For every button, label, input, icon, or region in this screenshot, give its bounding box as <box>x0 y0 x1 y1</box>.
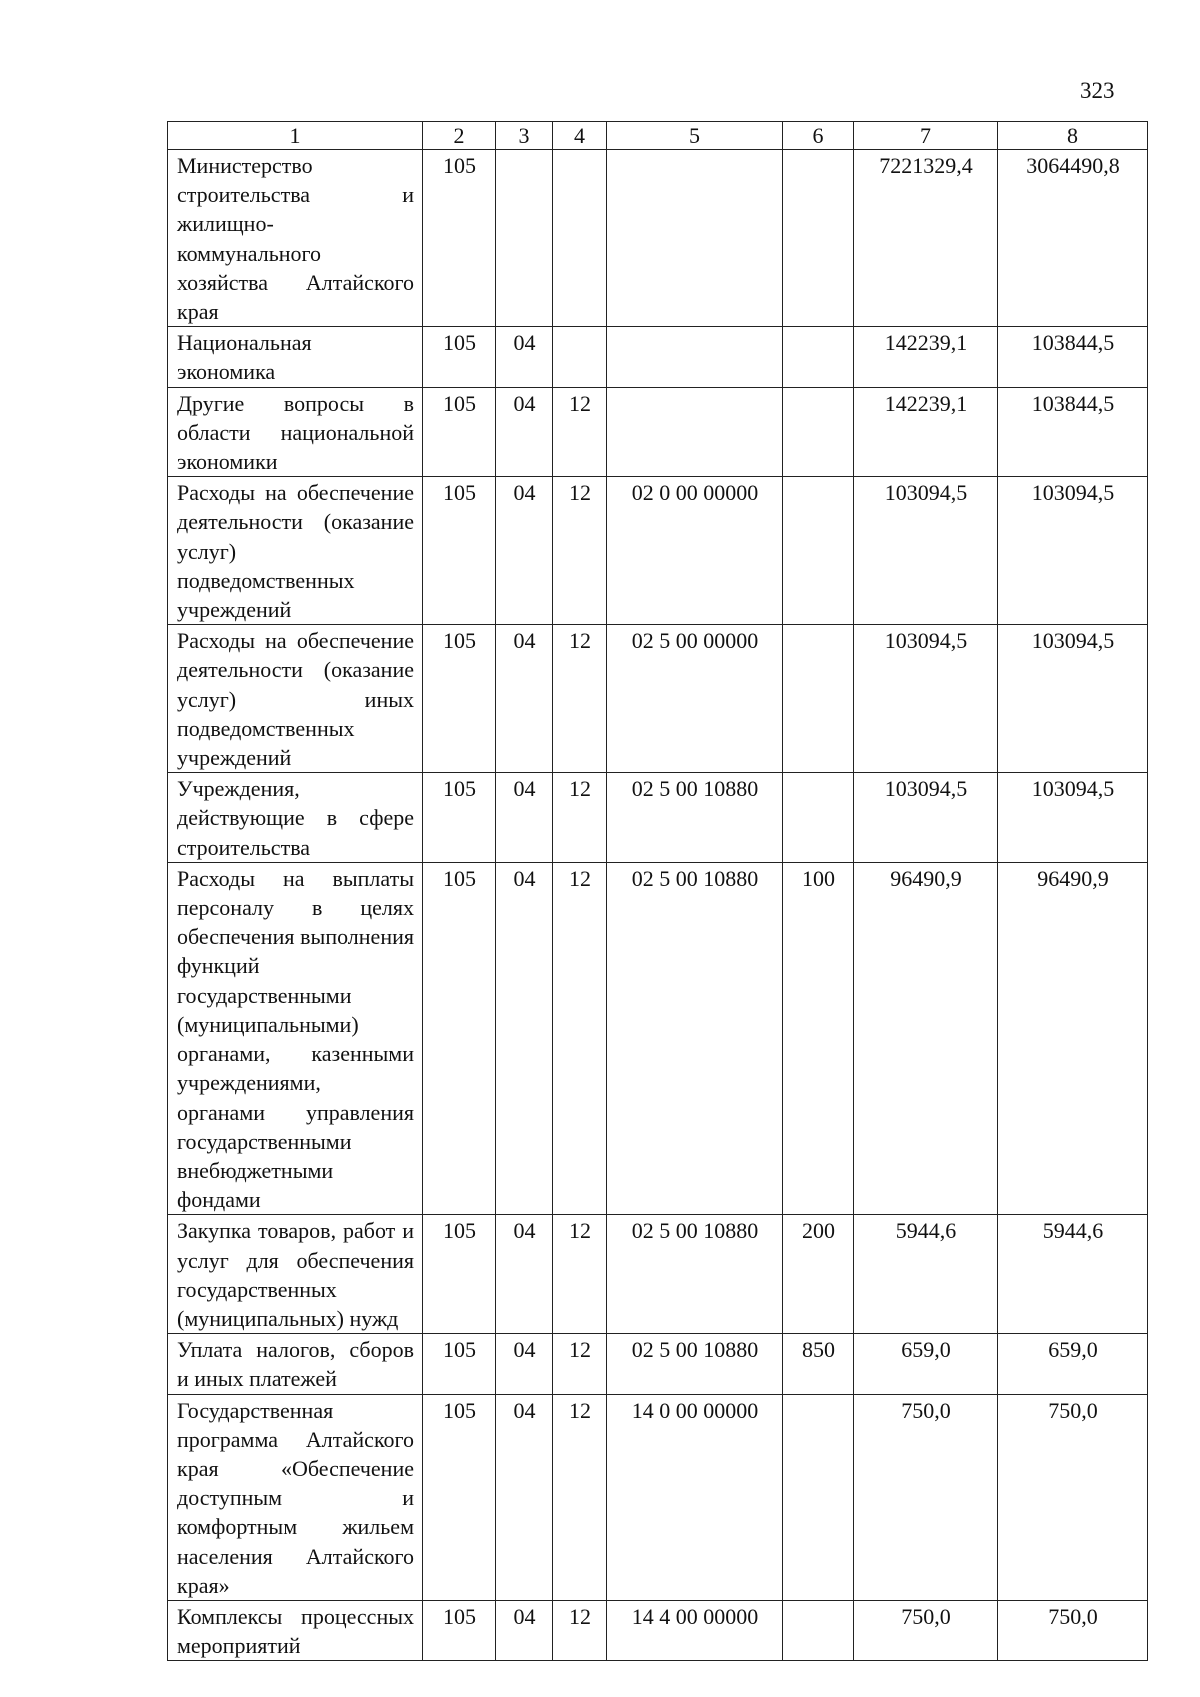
amount-col-8: 750,0 <box>998 1394 1148 1600</box>
amount-col-7: 5944,6 <box>854 1215 998 1334</box>
expense-type-code <box>783 387 854 477</box>
section-code: 04 <box>496 862 553 1214</box>
column-header: 6 <box>783 122 854 150</box>
subsection-code: 12 <box>553 1334 607 1394</box>
item-name: Закупка товаров, работ и услуг для обеспечения государственных (муниципальных) нужд <box>168 1215 423 1334</box>
section-code: 04 <box>496 1600 553 1660</box>
target-article-code <box>607 150 783 327</box>
section-code: 04 <box>496 625 553 773</box>
table-header-row <box>168 122 1148 150</box>
expense-type-code <box>783 1600 854 1660</box>
section-code <box>496 150 553 327</box>
subsection-code <box>553 150 607 327</box>
amount-col-8: 3064490,8 <box>998 150 1148 327</box>
expense-type-code <box>783 327 854 387</box>
section-code: 04 <box>496 477 553 625</box>
amount-col-8: 750,0 <box>998 1600 1148 1660</box>
expense-type-code <box>783 150 854 327</box>
amount-col-7: 103094,5 <box>854 773 998 863</box>
column-header: 8 <box>998 122 1148 150</box>
amount-col-8: 96490,9 <box>998 862 1148 1214</box>
column-header: 5 <box>607 122 783 150</box>
subsection-code: 12 <box>553 1394 607 1600</box>
amount-col-7: 96490,9 <box>854 862 998 1214</box>
table-row <box>168 477 1148 625</box>
amount-col-8: 103094,5 <box>998 477 1148 625</box>
section-code: 04 <box>496 387 553 477</box>
subsection-code: 12 <box>553 1600 607 1660</box>
amount-col-7: 750,0 <box>854 1600 998 1660</box>
expense-type-code: 100 <box>783 862 854 1214</box>
column-header: 3 <box>496 122 553 150</box>
item-name: Другие вопросы в области национальной экономики <box>168 387 423 477</box>
amount-col-7: 750,0 <box>854 1394 998 1600</box>
table-row <box>168 327 1148 387</box>
amount-col-8: 103844,5 <box>998 387 1148 477</box>
expense-type-code: 850 <box>783 1334 854 1394</box>
subsection-code: 12 <box>553 862 607 1214</box>
table-row <box>168 1394 1148 1600</box>
subsection-code: 12 <box>553 1215 607 1334</box>
target-article-code: 02 5 00 10880 <box>607 862 783 1214</box>
ministry-code: 105 <box>423 1334 496 1394</box>
expense-type-code <box>783 773 854 863</box>
column-header: 7 <box>854 122 998 150</box>
table-row <box>168 1215 1148 1334</box>
amount-col-8: 659,0 <box>998 1334 1148 1394</box>
amount-col-7: 7221329,4 <box>854 150 998 327</box>
target-article-code: 02 5 00 10880 <box>607 1334 783 1394</box>
amount-col-7: 103094,5 <box>854 477 998 625</box>
subsection-code: 12 <box>553 773 607 863</box>
column-header: 2 <box>423 122 496 150</box>
target-article-code: 02 0 00 00000 <box>607 477 783 625</box>
amount-col-8: 103094,5 <box>998 773 1148 863</box>
target-article-code <box>607 327 783 387</box>
item-name: Расходы на обеспечение деятельности (оказание услуг) подведомственных учреждений <box>168 477 423 625</box>
item-name: Расходы на выплаты персоналу в целях обеспечения выполнения функций государственными (муниципальными) органами, казенными учреждениями, органами управления государственными внебюджетными фондами <box>168 862 423 1214</box>
item-name: Комплексы процессных мероприятий <box>168 1600 423 1660</box>
table-body <box>168 150 1148 1661</box>
table-row <box>168 387 1148 477</box>
ministry-code: 105 <box>423 1600 496 1660</box>
amount-col-7: 142239,1 <box>854 387 998 477</box>
item-name: Учреждения, действующие в сфере строительства <box>168 773 423 863</box>
target-article-code: 02 5 00 00000 <box>607 625 783 773</box>
amount-col-7: 659,0 <box>854 1334 998 1394</box>
table-row <box>168 1334 1148 1394</box>
expense-type-code <box>783 625 854 773</box>
section-code: 04 <box>496 1215 553 1334</box>
ministry-code: 105 <box>423 477 496 625</box>
item-name: Государственная программа Алтайского края «Обеспечение доступным и комфортным жильем населения Алтайского края» <box>168 1394 423 1600</box>
ministry-code: 105 <box>423 150 496 327</box>
target-article-code <box>607 387 783 477</box>
amount-col-8: 5944,6 <box>998 1215 1148 1334</box>
target-article-code: 02 5 00 10880 <box>607 773 783 863</box>
section-code: 04 <box>496 773 553 863</box>
ministry-code: 105 <box>423 327 496 387</box>
item-name: Министерство строительства и жилищно-коммунального хозяйства Алтайского края <box>168 150 423 327</box>
amount-col-7: 142239,1 <box>854 327 998 387</box>
expense-type-code: 200 <box>783 1215 854 1334</box>
expense-type-code <box>783 477 854 625</box>
subsection-code: 12 <box>553 625 607 773</box>
section-code: 04 <box>496 1394 553 1600</box>
expense-type-code <box>783 1394 854 1600</box>
ministry-code: 105 <box>423 862 496 1214</box>
table-row <box>168 862 1148 1214</box>
amount-col-7: 103094,5 <box>854 625 998 773</box>
subsection-code <box>553 327 607 387</box>
ministry-code: 105 <box>423 1394 496 1600</box>
subsection-code: 12 <box>553 387 607 477</box>
item-name: Уплата налогов, сборов и иных платежей <box>168 1334 423 1394</box>
table-row <box>168 773 1148 863</box>
column-header: 1 <box>168 122 423 150</box>
ministry-code: 105 <box>423 387 496 477</box>
target-article-code: 02 5 00 10880 <box>607 1215 783 1334</box>
table-row <box>168 625 1148 773</box>
subsection-code: 12 <box>553 477 607 625</box>
amount-col-8: 103094,5 <box>998 625 1148 773</box>
amount-col-8: 103844,5 <box>998 327 1148 387</box>
section-code: 04 <box>496 1334 553 1394</box>
item-name: Расходы на обеспечение деятельности (оказание услуг) иных подведомственных учреждений <box>168 625 423 773</box>
ministry-code: 105 <box>423 773 496 863</box>
table-row <box>168 150 1148 327</box>
budget-table <box>167 121 1148 1661</box>
ministry-code: 105 <box>423 625 496 773</box>
table-row <box>168 1600 1148 1660</box>
section-code: 04 <box>496 327 553 387</box>
item-name: Национальная экономика <box>168 327 423 387</box>
ministry-code: 105 <box>423 1215 496 1334</box>
target-article-code: 14 0 00 00000 <box>607 1394 783 1600</box>
target-article-code: 14 4 00 00000 <box>607 1600 783 1660</box>
column-header: 4 <box>553 122 607 150</box>
page-number: 323 <box>1080 78 1115 103</box>
